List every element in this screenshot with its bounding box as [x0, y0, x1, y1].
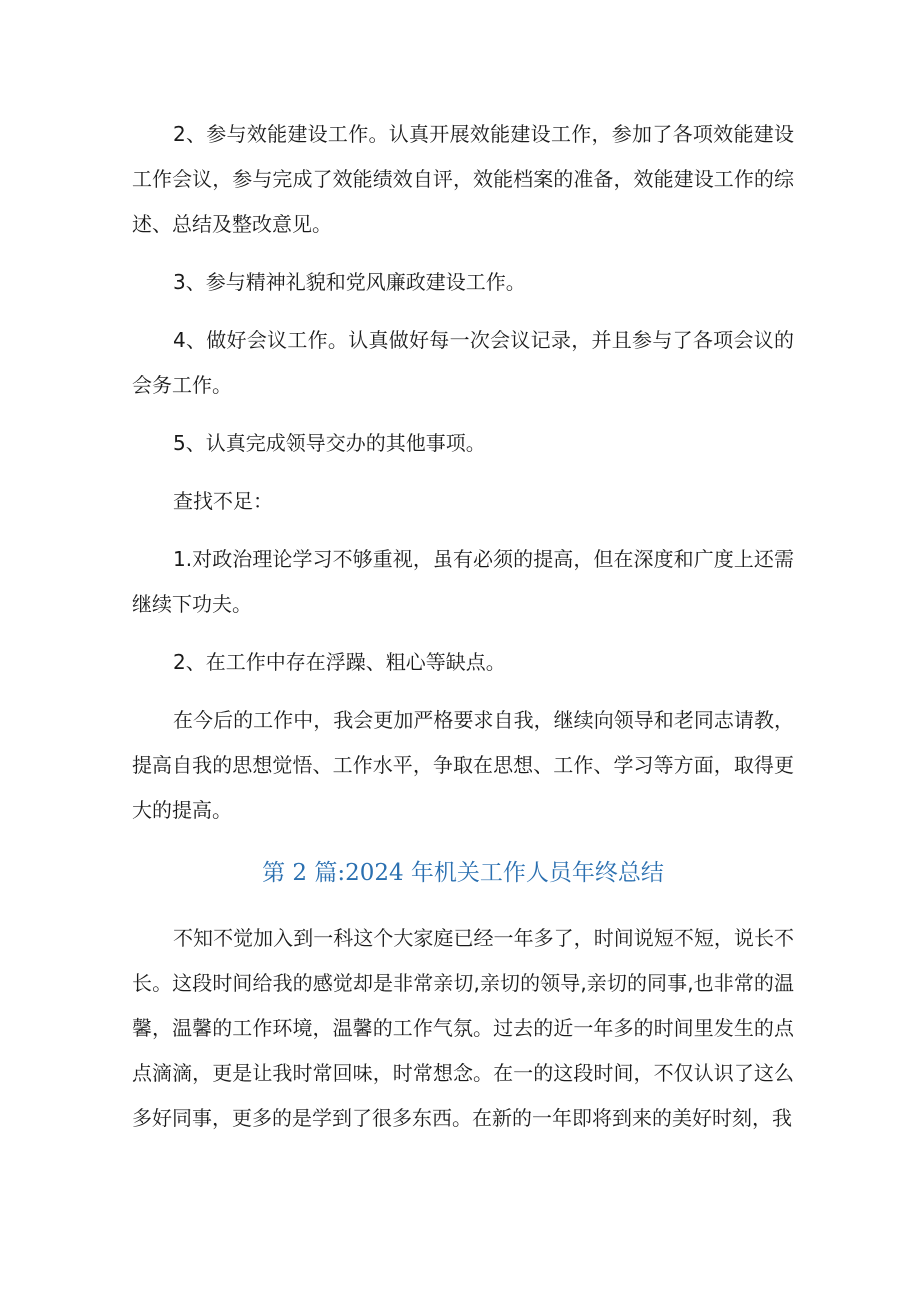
paragraph-item-3: 3、参与精神礼貌和党风廉政建设工作。: [173, 270, 526, 294]
shortcomings-label: 查找不足：: [173, 489, 273, 513]
section-heading: 第 2 篇:2024 年机关工作人员年终总结: [262, 860, 664, 886]
shortcoming-item-2: 2、在工作中存在浮躁、粗心等缺点。: [173, 650, 506, 674]
shortcoming-item-1: 1.对政治理论学习不够重视，虽有必须的提高，但在深度和广度上还需继续下功夫。: [132, 547, 794, 616]
closing-paragraph: 在今后的工作中，我会更加严格要求自我，继续向领导和老同志请教，提高自我的思想觉悟、工作水平，争取在思想、工作、学习等方面，取得更大的提高。: [132, 708, 794, 822]
section-intro-paragraph: 不知不觉加入到一科这个大家庭已经一年多了，时间说短不短，说长不长。这段时间给我的感觉却是非常亲切,亲切的领导,亲切的同事,也非常的温馨，温馨的工作环境，温馨的工作气氛。过去的近一年多的时间里发生的点点滴滴，更是让我时常回味，时常想念。在一的这段时间，不仅认识了这么多好同事，更多的是学到了很多东西。在新的一年即将到来的美好时刻，我: [132, 926, 794, 1130]
paragraph-item-5: 5、认真完成领导交办的其他事项。: [173, 431, 486, 455]
paragraph-item-2: 2、参与效能建设工作。认真开展效能建设工作，参加了各项效能建设工作会议，参与完成了效能绩效自评，效能档案的准备，效能建设工作的综述、总结及整改意见。: [132, 122, 794, 236]
document-page: [132, 112, 794, 1154]
paragraph-item-4: 4、做好会议工作。认真做好每一次会议记录，并且参与了各项会议的会务工作。: [132, 328, 794, 397]
